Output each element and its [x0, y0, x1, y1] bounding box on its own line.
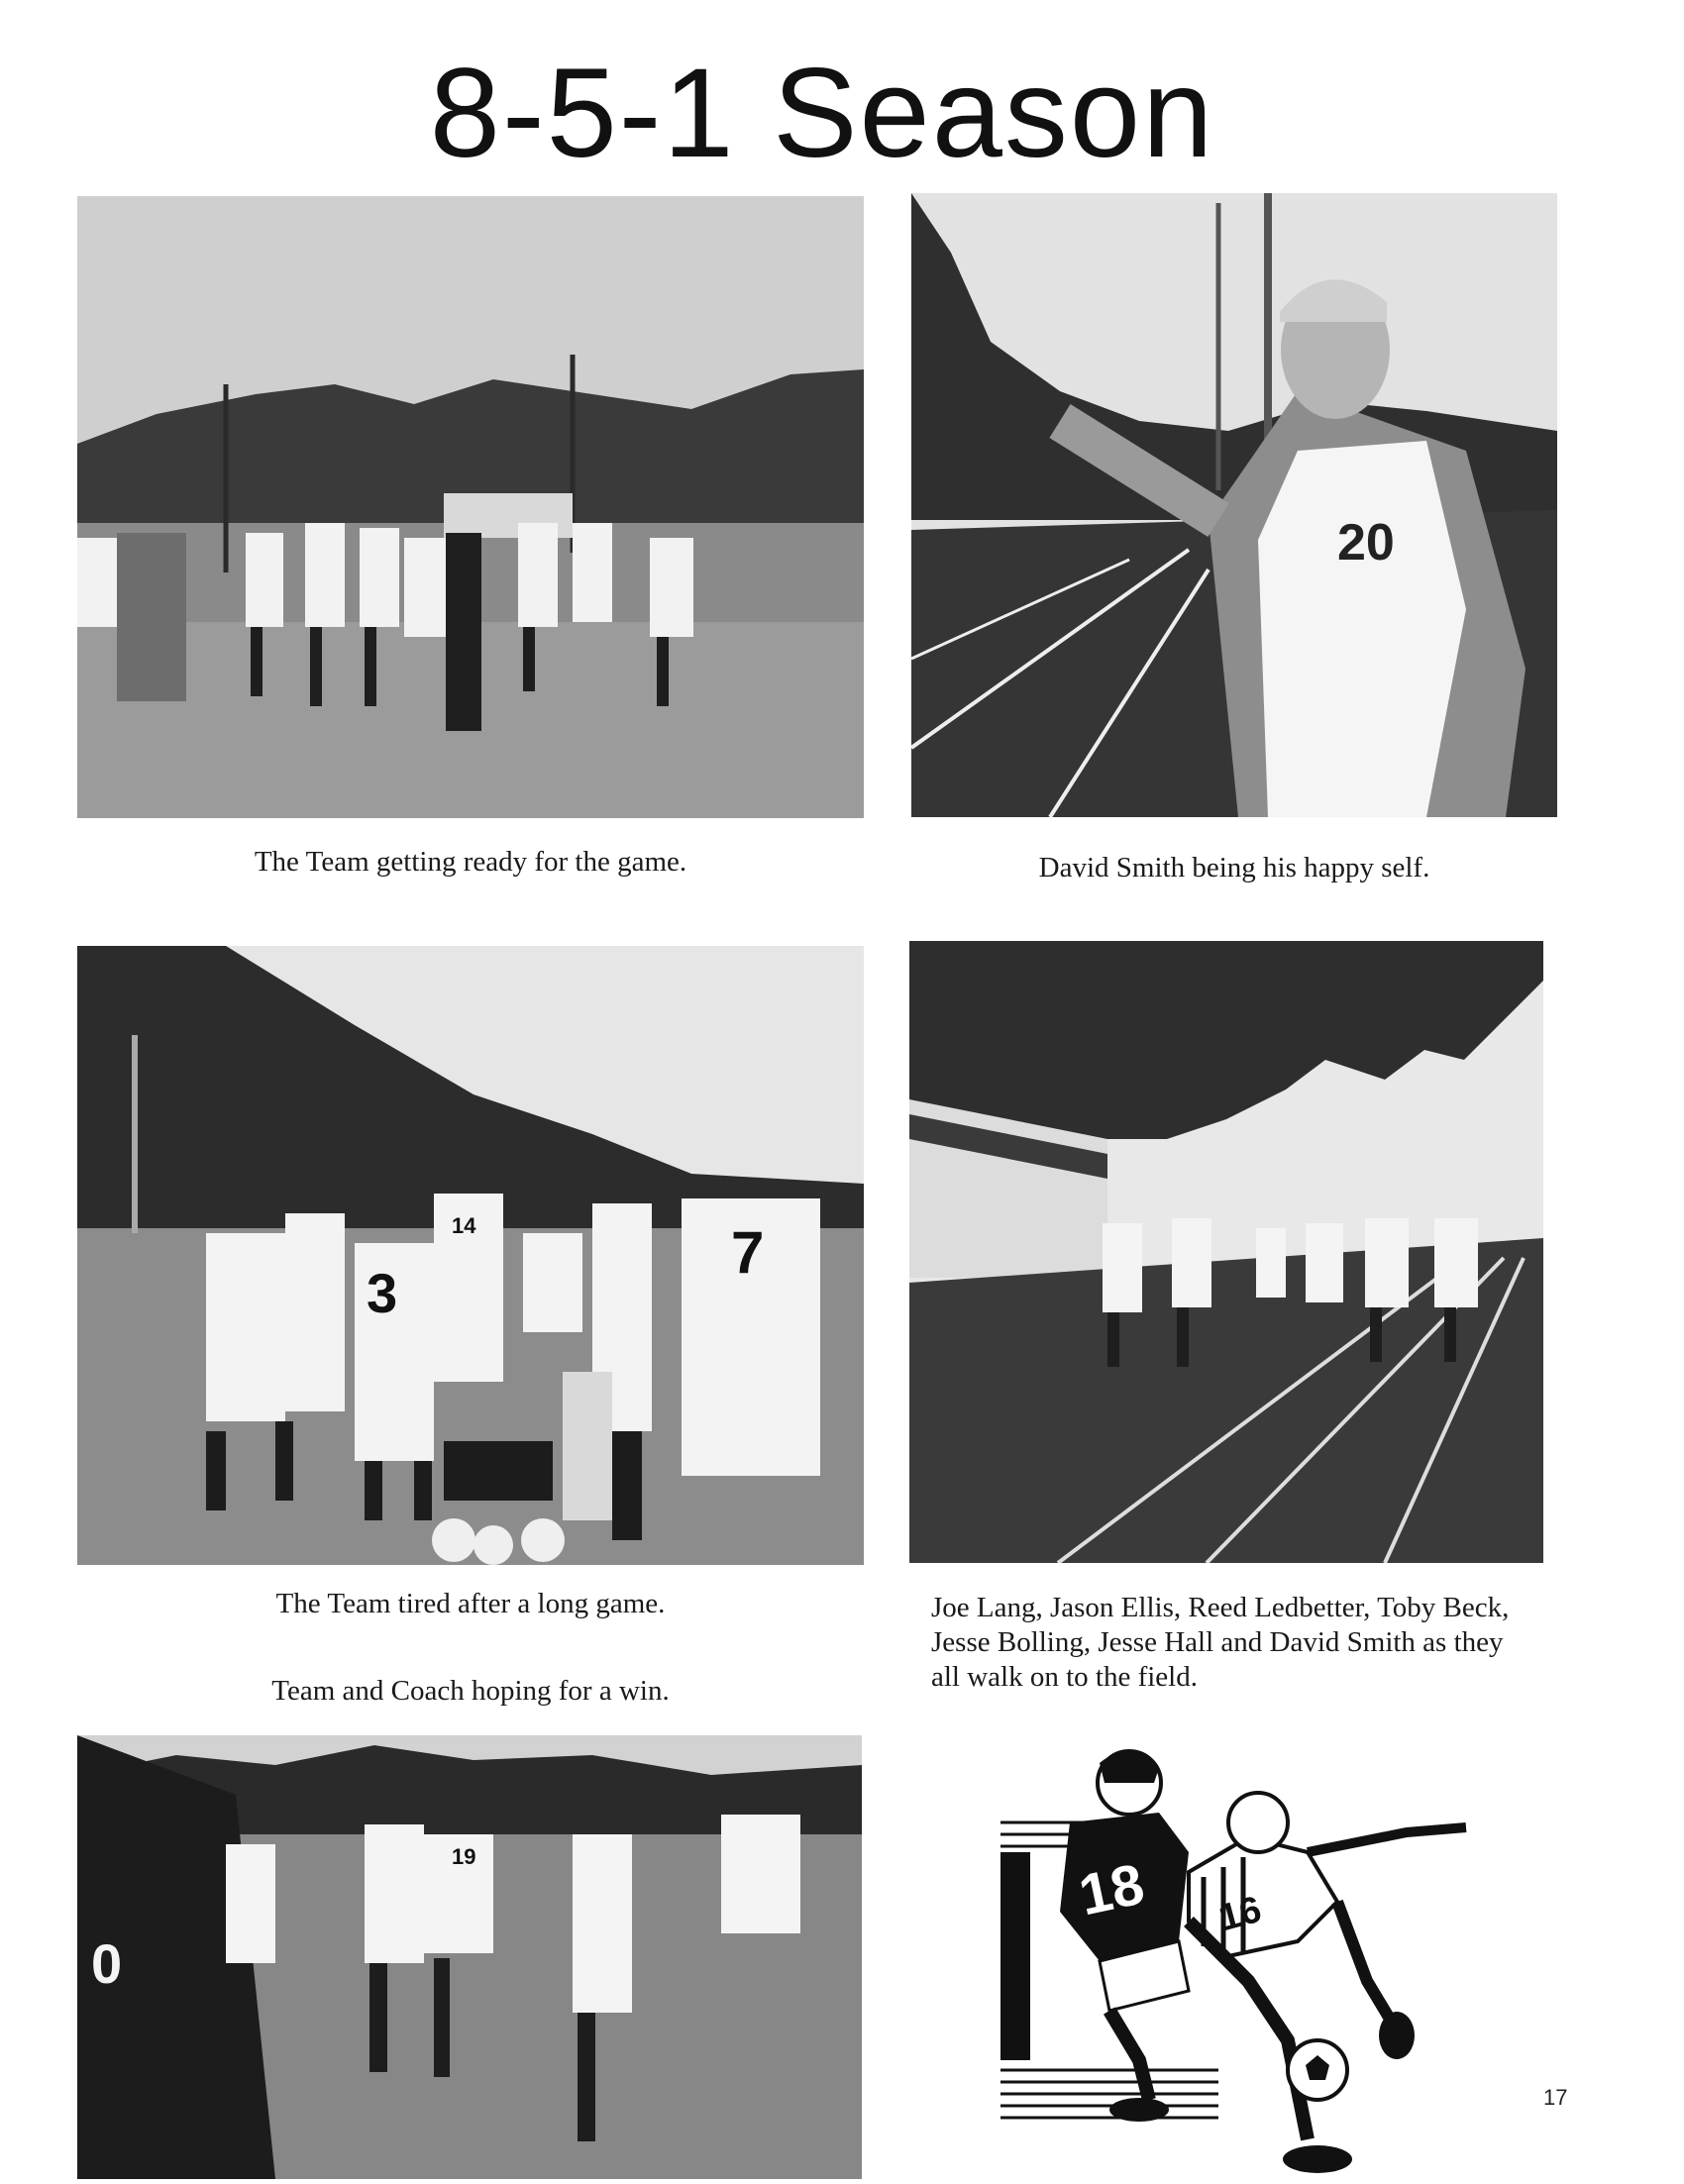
soccer-players-illustration — [991, 1743, 1506, 2179]
jersey-number-0: 0 — [91, 1932, 123, 1995]
photo-caption: David Smith being his happy self. — [1038, 852, 1430, 884]
page-title: 8-5-1 Season — [429, 43, 1215, 184]
photo-caption: The Team tired after a long game. — [275, 1588, 666, 1619]
team-tired-photo — [77, 946, 864, 1565]
jersey-number-20: 20 — [1337, 514, 1395, 572]
jersey-number-16: 16 — [1214, 1888, 1266, 1940]
page-number: 17 — [1543, 2085, 1568, 2110]
jersey-number-14: 14 — [452, 1213, 476, 1238]
jersey-number-7: 7 — [731, 1219, 765, 1286]
photo-caption: Joe Lang, Jason Ellis, Reed Ledbetter, Toby Beck, Jesse Bolling, Jesse Hall and David Smith as they all walk on to the field. — [931, 1592, 1510, 1693]
team-getting-ready-photo — [77, 196, 864, 818]
team-and-coach-photo — [77, 1735, 862, 2179]
walk-on-field-photo — [909, 941, 1543, 1563]
jersey-number-18: 18 — [1073, 1851, 1150, 1928]
photo-caption: Team and Coach hoping for a win. — [271, 1675, 670, 1707]
jersey-number-19: 19 — [452, 1844, 476, 1869]
photo-caption: The Team getting ready for the game. — [254, 846, 687, 878]
jersey-number-3: 3 — [367, 1262, 398, 1324]
david-smith-photo — [911, 193, 1557, 817]
